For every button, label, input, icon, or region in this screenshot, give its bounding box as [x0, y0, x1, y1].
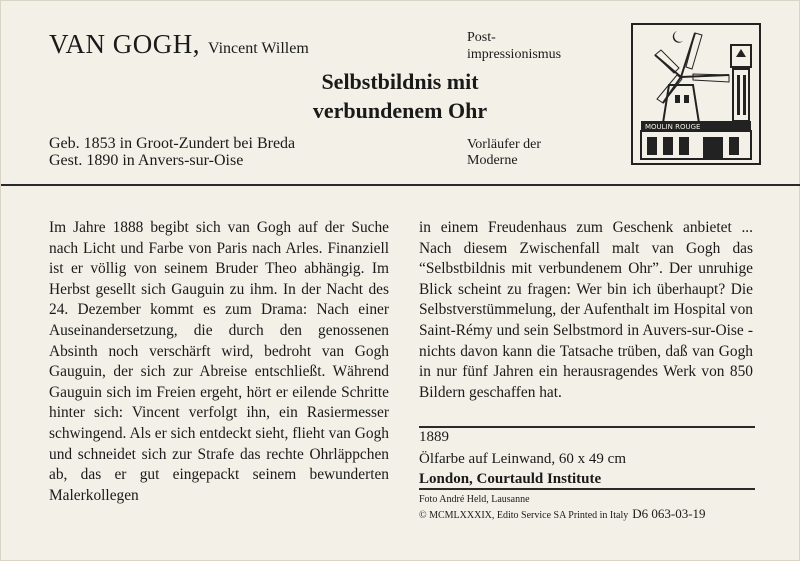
copyright-text: © MCMLXXXIX, Edito Service SA Printed in Italy — [419, 510, 629, 521]
precursor-line-1: Vorläufer der — [467, 137, 541, 152]
details-divider-top — [419, 426, 755, 428]
windmill-moulin-rouge-icon — [633, 25, 759, 163]
precursor-note — [467, 137, 587, 169]
movement-line-2: impressionismus — [467, 47, 562, 62]
header-divider — [1, 184, 800, 186]
photo-credit: Foto André Held, Lausanne — [419, 494, 530, 505]
card-header — [1, 1, 800, 191]
movement-line-1: Post- — [467, 30, 496, 45]
description-text-left: Im Jahre 1888 begibt sich van Gogh auf der Suche nach Licht und Farbe von Paris nach Arles. Finanziell ist er völlig von seinem Bruder Theo abhängig. Im Herbst gesellt sich Gauguin zu ihm. In der Nacht des 24. Dezember kommt es zum Drama: Nach einer Auseinandersetzung, die durch den genossenen Absinth noch verschärft wird, bedroht van Gogh Gauguin, der sich zur Abreise entschließt. Während Gauguin sich im Freien ergeht, hört er eilende Schritte hinter sich: Vincent verfolgt ihn, ein Rasiermesser schwingend. Als er sich entdeckt sieht, flieht van Gogh und schneidet sich zur Strafe das rechte Ohrläppchen ab, das er gut eingepackt seinem bewunderten Malerkollegen — [49, 219, 389, 504]
artist-surname: VAN GOGH, — [49, 29, 201, 59]
logo-sign-text: MOULIN ROUGE — [645, 123, 701, 131]
copyright-line — [419, 506, 706, 522]
birth-info: Geb. 1853 in Groot-Zundert bei Breda — [49, 135, 296, 152]
art-movement — [467, 29, 587, 63]
artist-name — [49, 29, 309, 60]
painting-location: London, Courtauld Institute — [419, 471, 602, 487]
painting-year: 1889 — [419, 429, 449, 445]
title-line-1: Selbstbildnis mit — [321, 69, 479, 94]
artist-bio — [49, 135, 295, 169]
painting-medium: Ölfarbe auf Leinwand, 60 x 49 cm — [419, 451, 627, 467]
card-code: D6 063-03-19 — [632, 506, 706, 521]
artist-given-names: Vincent Willem — [208, 40, 309, 57]
title-line-2: verbundenem Ohr — [312, 98, 488, 123]
description-text-right: in einem Freudenhaus zum Geschenk anbietet ... Nach diesem Zwischenfall malt van Gogh das “Selbstbildnis mit verbundenem Ohr”. Der unruhige Blick scheint zu fragen: Wer bin ich überhaupt? Die Selbstverstümmelung, der Aufenthalt im Hospital von Saint-Rémy und sein Selbstmord in Auvers-sur-Oise - nichts davon kann die Tatsache trüben, daß van Gogh in nur fünf Jahren ein herausragendes Werk von 850 Bildern geschaffen hat. — [419, 219, 753, 401]
description-left-column — [49, 218, 389, 506]
painting-title — [289, 67, 511, 125]
description-right-column — [419, 218, 753, 403]
publisher-logo — [631, 23, 761, 165]
details-divider-bottom — [419, 488, 755, 490]
precursor-line-2: Moderne — [467, 153, 518, 168]
death-info: Gest. 1890 in Anvers-sur-Oise — [49, 152, 244, 169]
